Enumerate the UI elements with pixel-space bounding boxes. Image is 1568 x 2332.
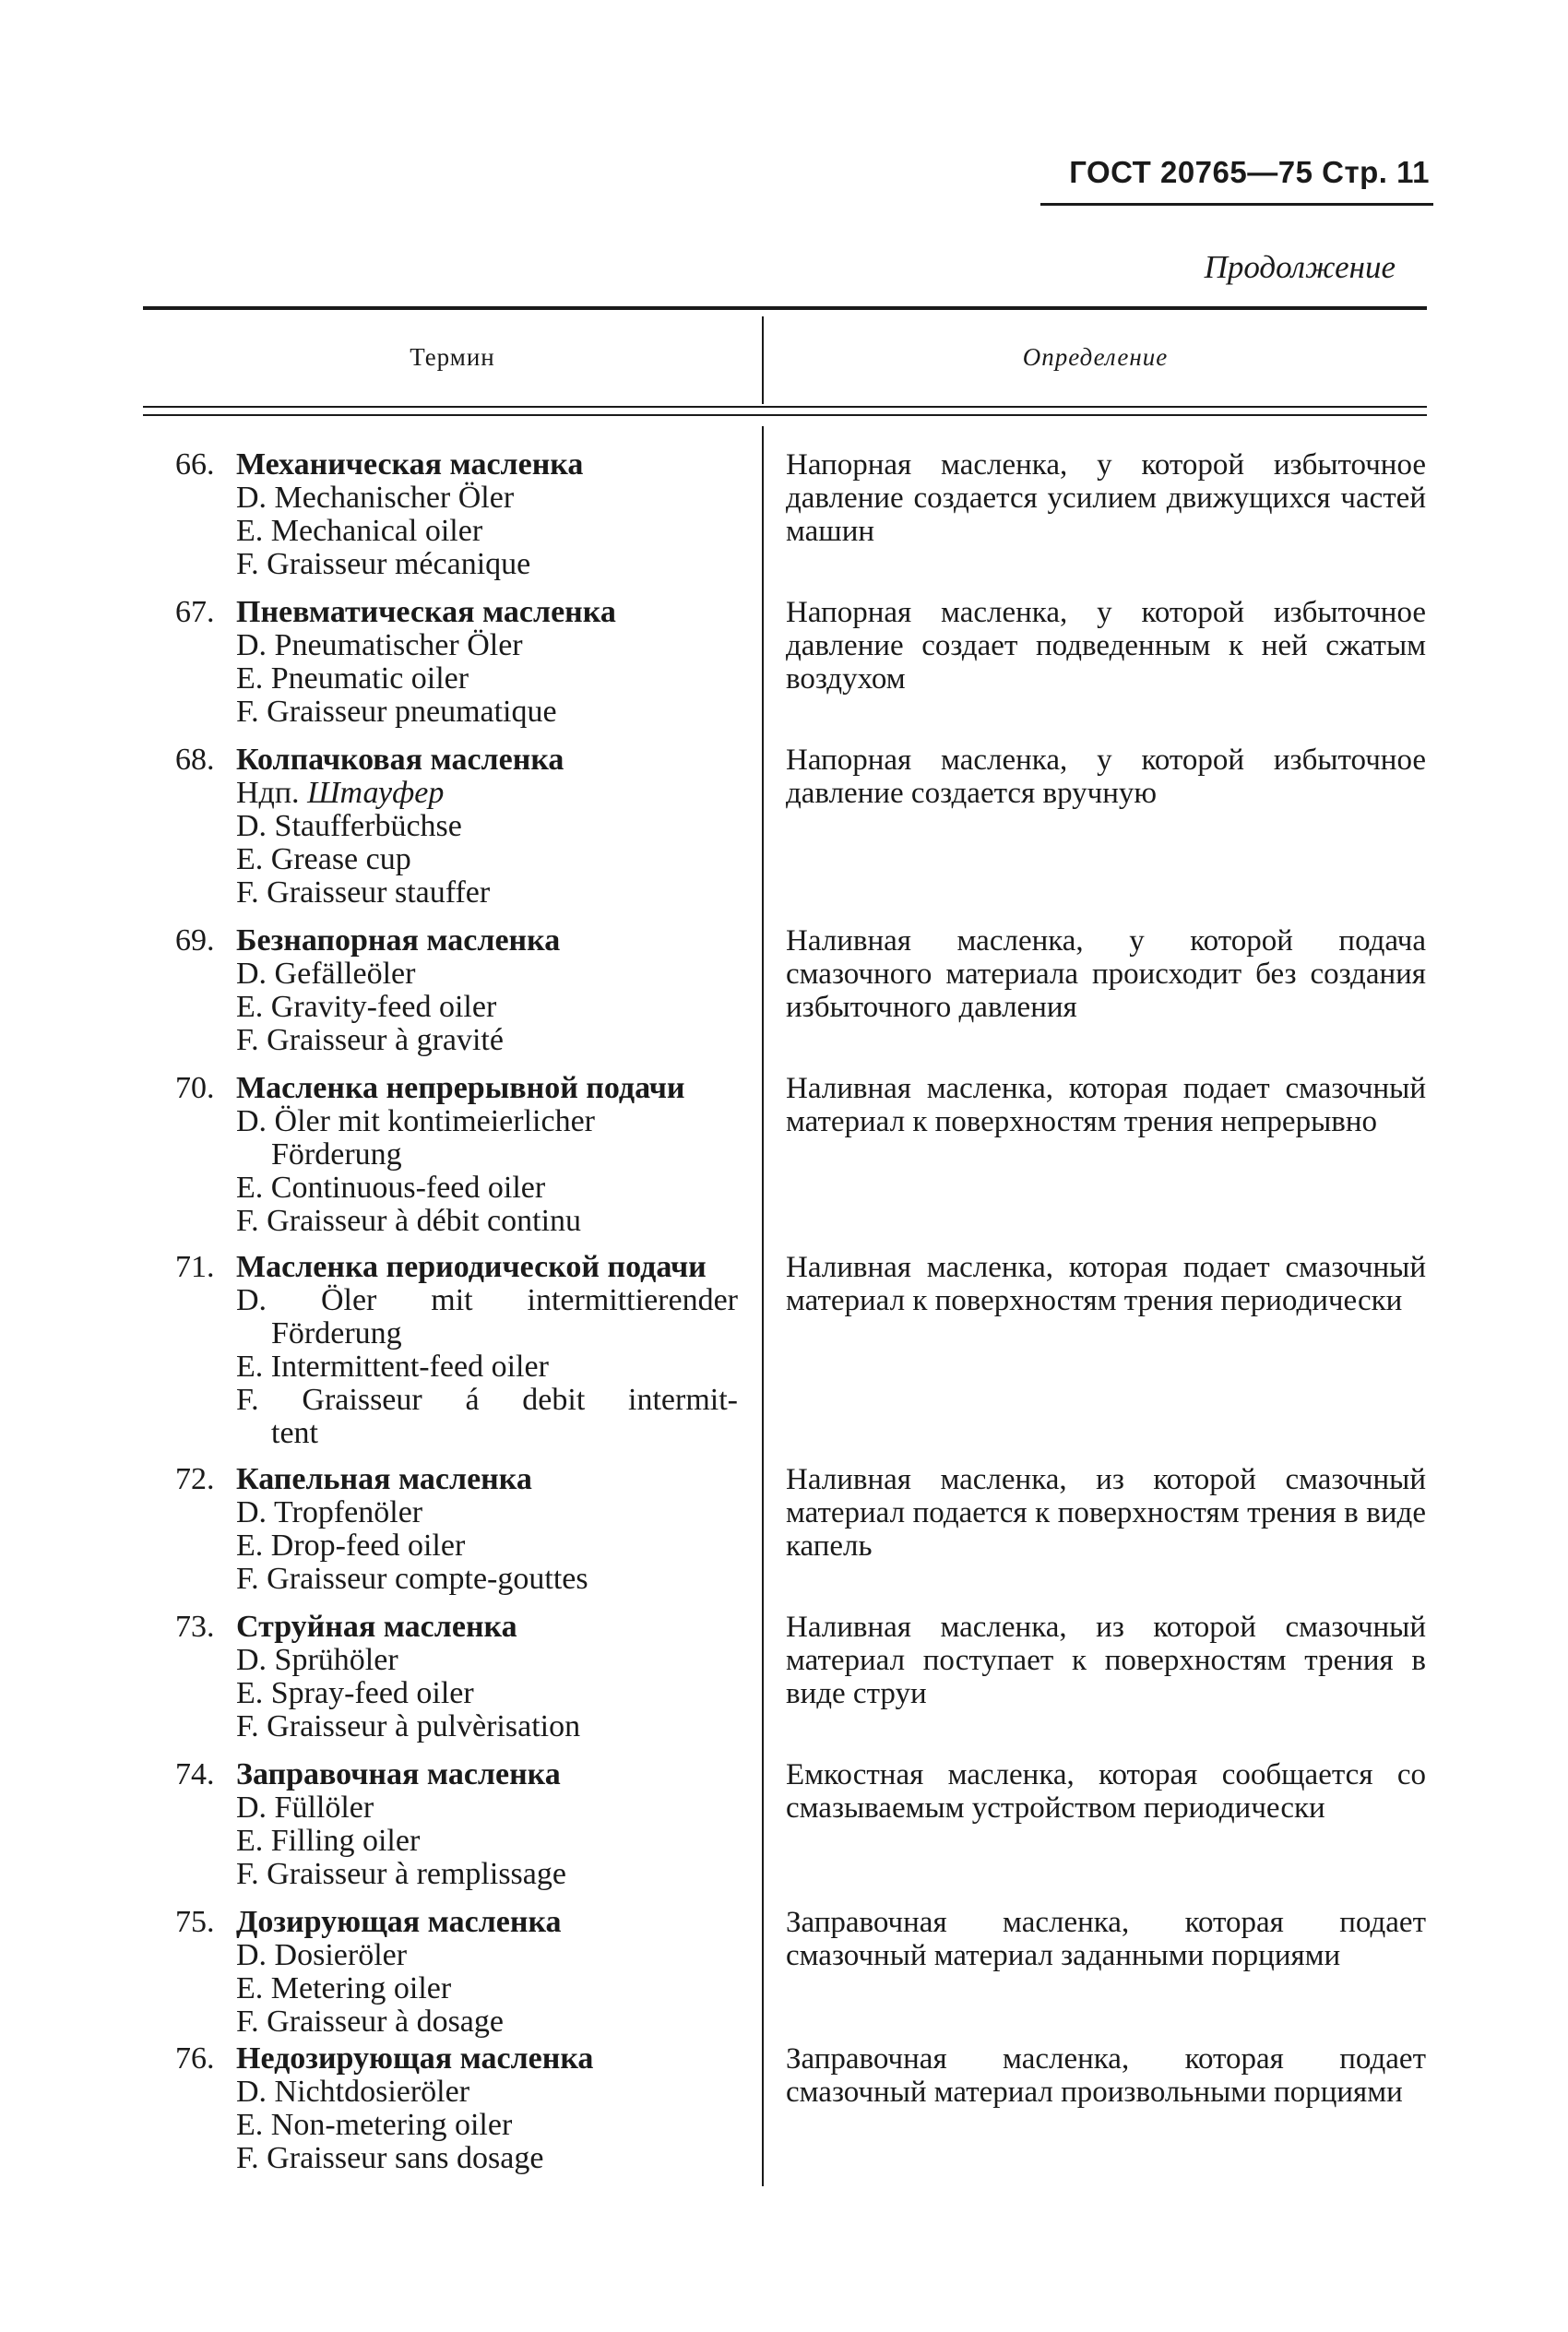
term-fr: F. Graisseur mécanique [236, 547, 531, 581]
header-bottom-rule [143, 406, 1427, 408]
term-cell [175, 596, 738, 729]
term-fr-continued: tent [271, 1416, 318, 1450]
term-ru: Безнапорная масленка [236, 923, 561, 958]
term-title: 66. Механическая масленка [175, 447, 584, 482]
definition-cell: Наливная масленка, у которой подача смазочного материала происходит без создания избыточного давления [786, 924, 1426, 1024]
term-de: D. Pneumatischer Öler [236, 628, 523, 662]
term-en: E. Metering oiler [236, 1971, 452, 2005]
term-ru: Пневматическая масленка [236, 595, 616, 629]
term-fr: F. Graisseur compte-gouttes [236, 1562, 588, 1596]
term-en: E. Continuous-feed oiler [236, 1171, 546, 1205]
term-de: D. Füllöler [236, 1791, 374, 1825]
term-ru: Капельная масленка [236, 1462, 532, 1496]
term-de: D. Gefälleöler [236, 957, 416, 991]
term-en: E. Grease cup [236, 842, 411, 876]
term-de-continued: Förderung [271, 1316, 402, 1350]
term-fr: F. Graisseur stauffer [236, 875, 491, 910]
term-de: D. Öler mit kontimeierlicher [236, 1104, 595, 1138]
continuation-label: Продолжение [1204, 249, 1396, 285]
term-ru: Дозирующая масленка [236, 1905, 562, 1939]
term-ru: Механическая масленка [236, 447, 584, 482]
term-cell [175, 1072, 738, 1238]
term-fr: F. Graisseur sans dosage [236, 2141, 544, 2175]
term-de-continued: Förderung [271, 1137, 402, 1172]
definition-cell: Наливная масленка, которая подает смазочный материал к поверхностям трения непрерывно [786, 1072, 1426, 1138]
table-top-rule [143, 306, 1427, 310]
term-fr: F. Graisseur à dosage [236, 2005, 504, 2039]
term-de: D. Öler mit intermittierender [236, 1283, 738, 1317]
header-rule [1040, 203, 1433, 206]
definition-cell: Заправочная масленка, которая подает смазочный материал произвольными порциями [786, 2042, 1426, 2109]
definition-cell: Наливная масленка, которая подает смазочный материал к поверхностям трения периодически [786, 1251, 1426, 1317]
term-fr: F. Graisseur à remplissage [236, 1857, 566, 1891]
term-title: 75. Дозирующая масленка [175, 1905, 562, 1939]
term-title: 69. Безнапорная масленка [175, 923, 561, 958]
term-de: D. Nichtdosieröler [236, 2075, 470, 2109]
term-title: 72. Капельная масленка [175, 1462, 532, 1496]
term-fr: F. Graisseur pneumatique [236, 695, 557, 729]
definition-cell: Наливная масленка, из которой смазочный материал подается к поверхностям трения в виде капель [786, 1463, 1426, 1563]
term-en: E. Non-metering oiler [236, 2108, 513, 2142]
definition-cell: Емкостная масленка, которая сообщается со смазываемым устройством периодически [786, 1758, 1426, 1825]
term-fr: F. Graisseur à gravité [236, 1023, 504, 1057]
page-header: ГОСТ 20765—75 Стр. 11 [1069, 155, 1430, 189]
term-en: E. Filling oiler [236, 1824, 421, 1858]
term-title: 74. Заправочная масленка [175, 1757, 561, 1791]
term-de: D. Tropfenöler [236, 1495, 423, 1529]
term-ru: Недозирующая масленка [236, 2041, 594, 2076]
definition-cell: Напорная масленка, у которой избыточное давление создает подведенным к ней сжатым воздухом [786, 596, 1426, 696]
term-en: E. Mechanical oiler [236, 514, 483, 548]
term-en: E. Pneumatic oiler [236, 661, 469, 696]
term-cell [175, 1906, 738, 2039]
term-ru: Масленка периодической подачи [236, 1250, 707, 1284]
term-cell [175, 1251, 738, 1450]
column-divider-body [762, 426, 764, 2186]
term-en: E. Spray-feed oiler [236, 1676, 474, 1710]
term-fr: F. Graisseur à pulvèrisation [236, 1709, 581, 1743]
column-header-definition: Определение [1022, 343, 1169, 371]
term-ndp: Ндп. Штауфер [236, 776, 445, 810]
term-cell [175, 1463, 738, 1596]
term-title: 71. Масленка периодической подачи [175, 1250, 707, 1284]
term-en: E. Drop-feed oiler [236, 1529, 466, 1563]
term-fr: F. Graisseur á debit intermit- [236, 1383, 738, 1417]
definition-cell: Наливная масленка, из которой смазочный материал поступает к поверхностям трения в виде струи [786, 1611, 1426, 1710]
term-de: D. Dosieröler [236, 1938, 408, 1972]
term-de: D. Mechanischer Öler [236, 481, 515, 515]
term-ru: Струйная масленка [236, 1610, 517, 1644]
term-cell [175, 1758, 738, 1891]
term-ru: Масленка непрерывной подачи [236, 1071, 685, 1105]
header-bottom-rule-2 [143, 414, 1427, 416]
definition-cell: Напорная масленка, у которой избыточное давление создается вручную [786, 744, 1426, 810]
term-cell [175, 2042, 738, 2175]
term-cell [175, 448, 738, 581]
term-cell [175, 744, 738, 910]
term-cell [175, 1611, 738, 1743]
term-de: D. Sprühöler [236, 1643, 398, 1677]
term-ru: Заправочная масленка [236, 1757, 561, 1791]
term-title: 73. Струйная масленка [175, 1610, 517, 1644]
definition-cell: Напорная масленка, у которой избыточное давление создается усилием движущихся частей машин [786, 448, 1426, 548]
term-en: E. Intermittent-feed oiler [236, 1350, 549, 1384]
term-title: 76. Недозирующая масленка [175, 2041, 594, 2076]
term-cell [175, 924, 738, 1057]
term-ru: Колпачковая масленка [236, 743, 564, 777]
term-de: D. Staufferbüchse [236, 809, 462, 843]
term-title: 68. Колпачковая масленка [175, 743, 564, 777]
definition-cell: Заправочная масленка, которая подает смазочный материал заданными порциями [786, 1906, 1426, 1972]
term-title: 70. Масленка непрерывной подачи [175, 1071, 685, 1105]
term-title: 67. Пневматическая масленка [175, 595, 616, 629]
term-fr: F. Graisseur à débit continu [236, 1204, 582, 1238]
column-header-term: Термин [410, 343, 495, 371]
term-ndp-value: Штауфер [307, 776, 445, 810]
term-en: E. Gravity-feed oiler [236, 990, 497, 1024]
